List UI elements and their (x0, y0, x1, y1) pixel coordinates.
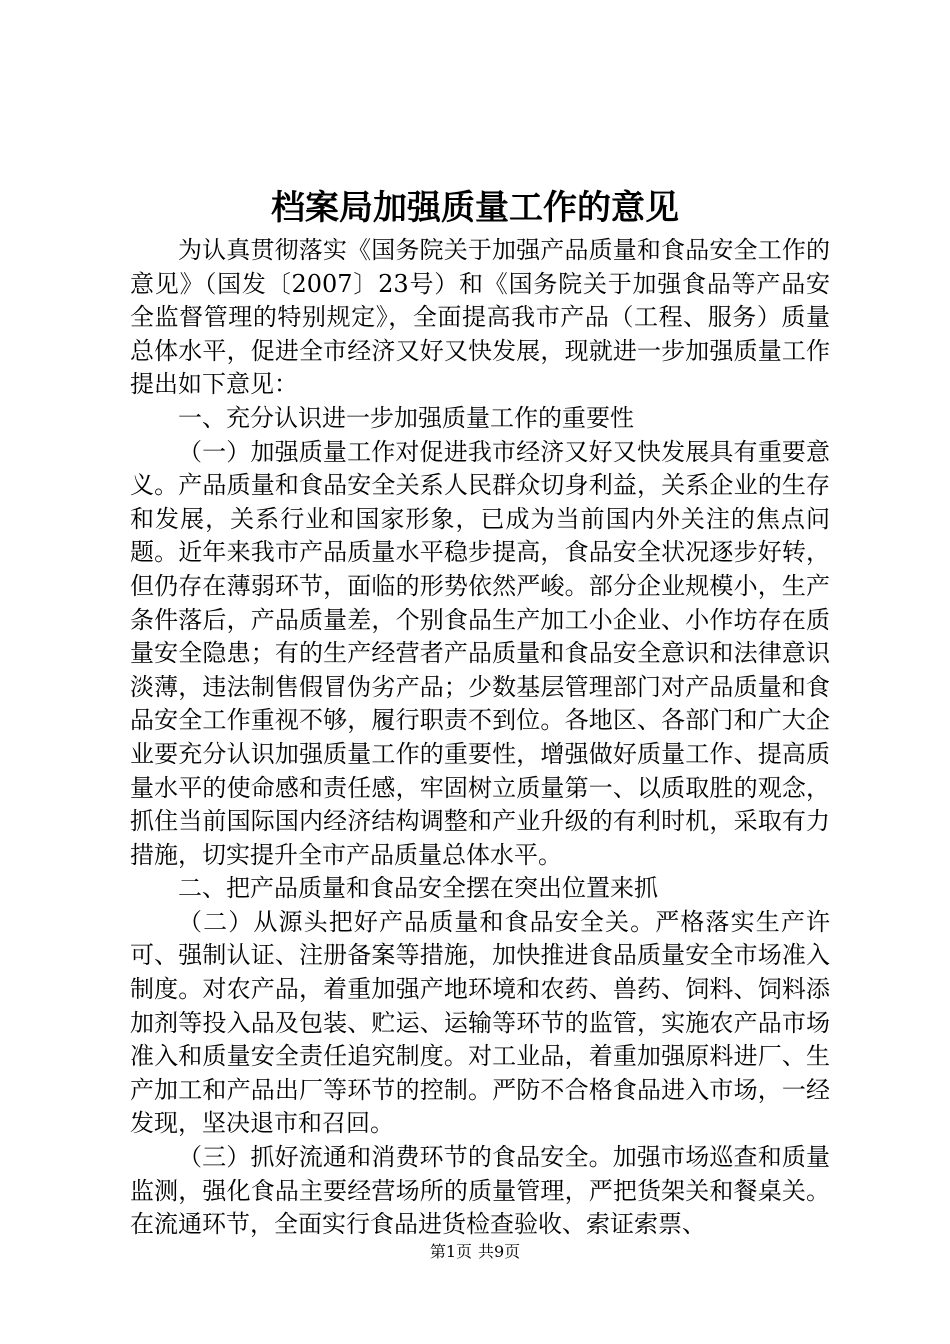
intro-paragraph: 为认真贯彻落实《国务院关于加强产品质量和食品安全工作的意见》（国发〔2007〕23号）和《国务院关于加强食品等产品安全监督管理的特别规定》，全面提高我市产品（工程、服务）质量总体水平，促进全市经济又好又快发展，现就进一步加强质量工作提出如下意见： (130, 236, 830, 399)
paragraph-item-1: （一）加强质量工作对促进我市经济又好又快发展具有重要意义。产品质量和食品安全关系人民群众切身利益，关系企业的生存和发展，关系行业和国家形象，已成为当前国内外关注的焦点问题。近年来我市产品质量水平稳步提高，食品安全状况逐步好转，但仍存在薄弱环节，面临的形势依然严峻。部分企业规模小，生产条件落后，产品质量差，个别食品生产加工小企业、小作坊存在质量安全隐患；有的生产经营者产品质量和食品安全意识和法律意识淡薄，违法制售假冒伪劣产品；少数基层管理部门对产品质量和食品安全工作重视不够，履行职责不到位。各地区、各部门和广大企业要充分认识加强质量工作的重要性，增强做好质量工作、提高质量水平的使命感和责任感，牢固树立质量第一、以质取胜的观念，抓住当前国际国内经济结构调整和产业升级的有利时机，采取有力措施，切实提升全市产品质量总体水平。 (130, 437, 830, 869)
paragraph-item-3: （三）抓好流通和消费环节的食品安全。加强市场巡查和质量监测，强化食品主要经营场所的质量管理，严把货架关和餐桌关。在流通环节，全面实行食品进货检查验收、索证索票、 (130, 1143, 830, 1239)
document-body (130, 234, 830, 1242)
page-number: 第1页 (429, 1242, 472, 1261)
paragraph-item-2: （二）从源头把好产品质量和食品安全关。严格落实生产许可、强制认证、注册备案等措施，加快推进食品质量安全市场准入制度。对农产品，着重加强产地环境和农药、兽药、饲料、饲料添加剂等投入品及包装、贮运、运输等环节的监管，实施农产品市场准入和质量安全责任追究制度。对工业品，着重加强原料进厂、生产加工和产品出厂等环节的控制。严防不合格食品进入市场，一经发现，坚决退市和召回。 (130, 907, 830, 1138)
page-footer (0, 1241, 950, 1263)
section-heading-1: 一、充分认识进一步加强质量工作的重要性 (178, 403, 634, 432)
document-title: 档案局加强质量工作的意见 (271, 188, 679, 228)
page-total: 共9页 (478, 1242, 521, 1261)
section-heading-2: 二、把产品质量和食品安全摆在突出位置来抓 (178, 874, 658, 903)
